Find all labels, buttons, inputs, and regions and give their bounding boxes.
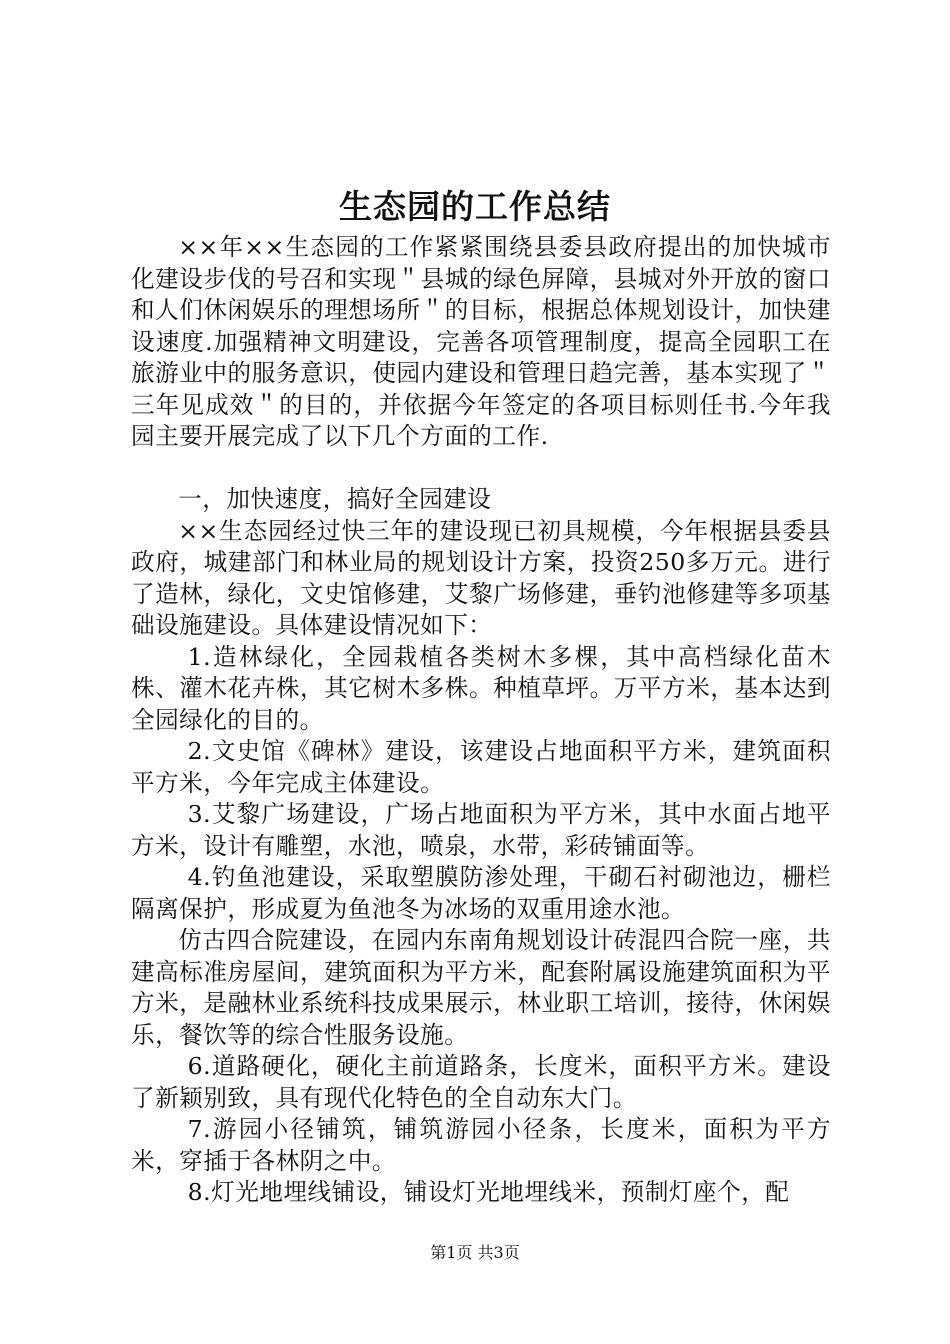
item-paragraph: 7.游园小径铺筑，铺筑游园小径条，长度米，面积为平方米，穿插于各林阴之中。 [131, 1115, 831, 1175]
item-paragraph: 3.艾黎广场建设，广场占地面积为平方米，其中水面占地平方米，设计有雕塑，水池，喷泉，水带，彩砖铺面等。 [131, 800, 831, 860]
section-heading: 一，加快速度，搞好全园建设 [178, 485, 492, 513]
intro-paragraph: ××年××生态园的工作紧紧围绕县委县政府提出的加快城市化建设步伐的号召和实现＂县城的绿色屏障，县城对外开放的窗口和人们休闲娱乐的理想场所＂的目标，根据总体规划设计，加快建设速度.加强精神文明建设，完善各项管理制度，提高全园职工在旅游业中的服务意识，使园内建设和管理日趋完善，基本实现了＂三年见成效＂的目的，并依据今年签定的各项目标则任书.今年我园主要开展完成了以下几个方面的工作. [131, 233, 831, 450]
item-paragraph: 4.钓鱼池建设，采取塑膜防渗处理，干砌石衬砌池边，栅栏隔离保护，形成夏为鱼池冬为冰场的双重用途水池。 [131, 863, 831, 923]
item-paragraph: 1.造林绿化，全园栽植各类树木多棵，其中高档绿化苗木株、灌木花卉株，其它树木多株。种植草坪。万平方米，基本达到全园绿化的目的。 [131, 642, 831, 734]
page-title: 生态园的工作总结 [339, 187, 611, 226]
section-paragraph: ××生态园经过快三年的建设现已初具规模，今年根据县委县政府，城建部门和林业局的规划设计方案，投资250多万元。进行了造林，绿化，文史馆修建，艾黎广场修建，垂钓池修建等多项基础设施建设。具体建设情况如下： [131, 516, 831, 639]
item-paragraph: 8.灯光地埋线铺设，铺设灯光地埋线米，预制灯座个，配 [187, 1178, 790, 1206]
item-paragraph: 仿古四合院建设，在园内东南角规划设计砖混四合院一座，共建高标准房屋间，建筑面积为平方米，配套附属设施建筑面积为平方米，是融林业系统科技成果展示，林业职工培训，接待，休闲娱乐，餐饮等的综合性服务设施。 [131, 926, 831, 1049]
document-body [131, 232, 831, 1209]
item-paragraph: 6.道路硬化，硬化主前道路条，长度米，面积平方米。建设了新颖别致，具有现代化特色的全自动东大门。 [131, 1052, 831, 1112]
page-footer: 第1页 共3页 [430, 1243, 520, 1262]
item-paragraph: 2.文史馆《碑林》建设，该建设占地面积平方米，建筑面积平方米，今年完成主体建设。 [131, 737, 831, 797]
